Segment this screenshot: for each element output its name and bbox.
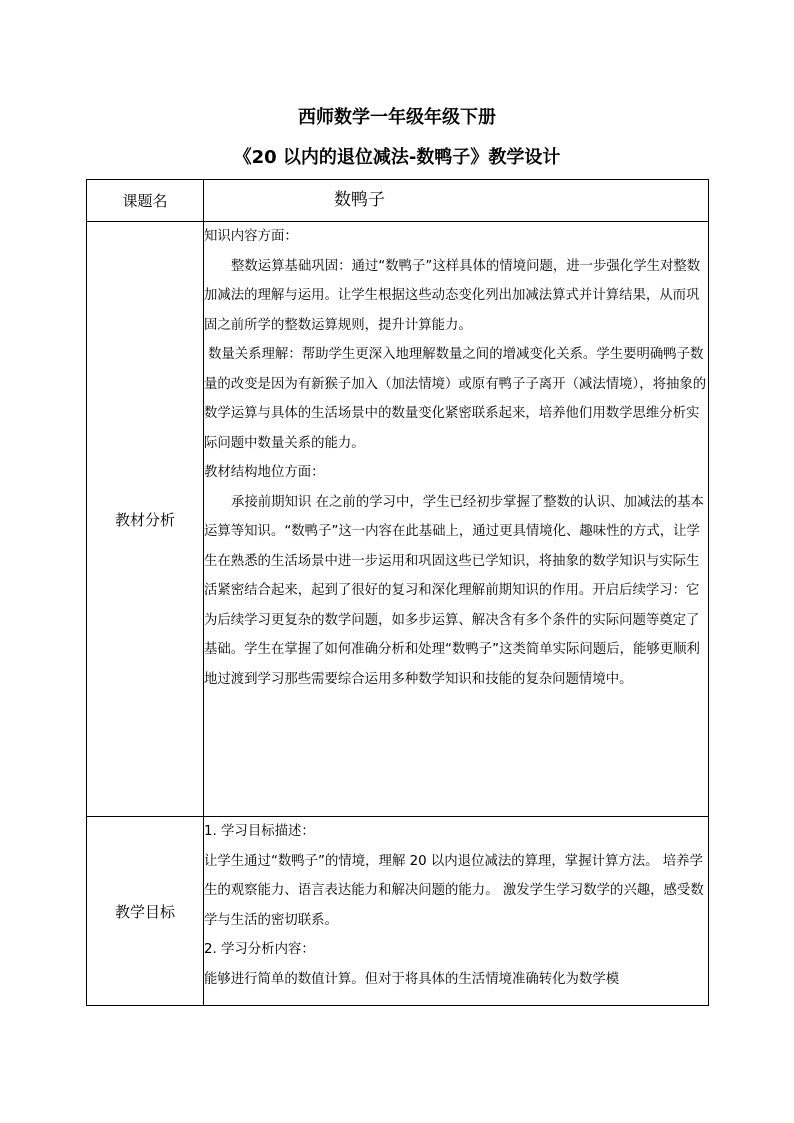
analysis-paragraph: 承接前期知识 在之前的学习中，学生已经初步掌握了整数的认识、加减法的基本运算等知识。“数鸭子”这一内容在此基础上，通过更具情境化、趣味性的方式，让学生在熟悉的生活场景中进一步运用和巩固这些已学知识，将抽象的数学知识与实际生活紧密结合起来，起到了很好的复习和深化理解前期知识的作用。开启后续学习：它为后续学习更复杂的数学问题，如多步运算、解决含有多个条件的实际问题等奠定了基础。学生在掌握了如何准确分析和处理“数鸭子”这类简单实际问题后，能够更顺利地过渡到学习那些需要综合运用多种数学知识和技能的复杂问题情境中。 xyxy=(204,494,704,687)
goals-label: 教学目标 xyxy=(87,817,204,1006)
document-title: 西师数学一年级年级下册 xyxy=(298,107,496,128)
goals-content xyxy=(204,817,709,1006)
analysis-paragraph: 数量关系理解：帮助学生更深入地理解数量之间的增减变化关系。学生要明确鸭子数量的改变是因为有新猴子加入（加法情境）或原有鸭子子离开（减法情境），将抽象的数学运算与具体的生活场景中的数量变化紧密联系起来，培养他们用数学思维分析实际问题中数量关系的能力。 xyxy=(204,347,707,451)
analysis-heading-structure: 教材结构地位方面： xyxy=(204,465,325,480)
analysis-paragraph: 整数运算基础巩固：通过“数鸭子”这样具体的情境问题，进一步强化学生对整数加减法的理解与运用。让学生根据这些动态变化列出加减法算式并计算结果，从而巩固之前所学的整数运算规则，提升计算能力。 xyxy=(204,258,701,333)
topic-label: 课题名 xyxy=(87,180,204,222)
table-row-topic xyxy=(87,180,709,222)
topic-value: 数鸭子 xyxy=(204,180,709,222)
document-subtitle: 《20 以内的退位减法-数鸭子》教学设计 xyxy=(233,147,561,168)
goals-heading-analysis: 2. 学习分析内容： xyxy=(204,942,315,957)
lesson-design-table xyxy=(86,179,709,1006)
table-row-analysis xyxy=(87,222,709,817)
analysis-content xyxy=(204,222,709,817)
table-row-goals xyxy=(87,817,709,1006)
goals-heading-objectives: 1. 学习目标描述： xyxy=(204,824,315,839)
goals-paragraph: 让学生通过“数鸭子”的情境，理解 20 以内退位减法的算理，掌握计算方法。 培养学生的观察能力、语言表达能力和解决问题的能力。 激发学生学习数学的兴趣，感受数学与生活的密切联系。 xyxy=(204,853,704,928)
analysis-label: 教材分析 xyxy=(87,222,204,817)
analysis-heading-knowledge: 知识内容方面： xyxy=(204,229,298,244)
goals-paragraph: 能够进行简单的数值计算。但对于将具体的生活情境准确转化为数学模 xyxy=(204,971,620,987)
